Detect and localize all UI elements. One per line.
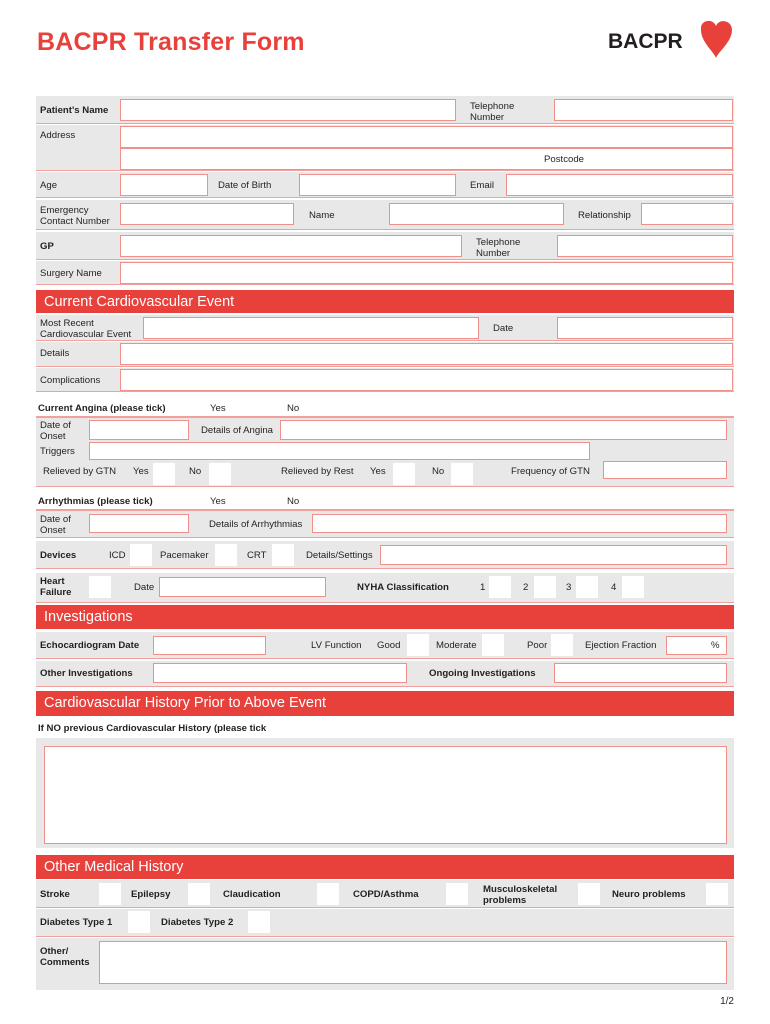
ejection-fraction-label: Ejection Fraction bbox=[585, 640, 657, 651]
neuro-checkbox[interactable] bbox=[706, 883, 728, 905]
details-settings-label: Details/Settings bbox=[306, 550, 373, 561]
email-input[interactable] bbox=[506, 174, 733, 196]
angina-details-input[interactable] bbox=[280, 420, 727, 440]
rest-no-checkbox[interactable] bbox=[451, 463, 473, 485]
hf-date-input[interactable] bbox=[159, 577, 326, 597]
logo-text: BACPR bbox=[608, 30, 683, 53]
heart-icon bbox=[701, 21, 732, 58]
diabetes-type2-checkbox[interactable] bbox=[248, 911, 270, 933]
angina-yes-label: Yes bbox=[210, 403, 226, 414]
heart-failure-checkbox[interactable] bbox=[89, 576, 111, 598]
event-date-input[interactable] bbox=[557, 317, 733, 339]
diabetes-type2-label: Diabetes Type 2 bbox=[161, 917, 234, 928]
percent-symbol: % bbox=[711, 640, 720, 651]
page-number: 1/2 bbox=[720, 996, 734, 1007]
lv-moderate-checkbox[interactable] bbox=[482, 634, 504, 656]
neuro-label: Neuro problems bbox=[612, 889, 686, 900]
gp-label: GP bbox=[40, 241, 54, 252]
surgery-input[interactable] bbox=[120, 262, 733, 284]
form-title: BACPR Transfer Form bbox=[37, 28, 305, 56]
claudication-label: Claudication bbox=[223, 889, 281, 900]
arrhythmias-yes-label: Yes bbox=[210, 496, 226, 507]
contact-name-label: Name bbox=[309, 210, 335, 221]
event-date-label: Date bbox=[493, 323, 514, 334]
angina-details-label: Details of Angina bbox=[201, 425, 273, 436]
emergency-label: Emergency Contact Number bbox=[40, 205, 110, 227]
lv-good-checkbox[interactable] bbox=[407, 634, 429, 656]
ongoing-investigations-input[interactable] bbox=[554, 663, 727, 683]
nyha-2-label: 2 bbox=[523, 582, 529, 593]
crt-label: CRT bbox=[247, 550, 267, 561]
echo-date-input[interactable] bbox=[153, 636, 266, 655]
dob-input[interactable] bbox=[299, 174, 456, 196]
address-label: Address bbox=[40, 130, 76, 141]
surgery-label: Surgery Name bbox=[40, 268, 102, 279]
nyha-3-label: 3 bbox=[566, 582, 572, 593]
nyha-3-checkbox[interactable] bbox=[576, 576, 598, 598]
relieved-gtn-label: Relieved by GTN bbox=[43, 466, 117, 477]
icd-label: ICD bbox=[109, 550, 126, 561]
stroke-label: Stroke bbox=[40, 889, 70, 900]
copd-checkbox[interactable] bbox=[446, 883, 468, 905]
rest-no-label: No bbox=[432, 466, 445, 477]
diabetes-type1-label: Diabetes Type 1 bbox=[40, 917, 113, 928]
musculoskeletal-label: Musculoskeletal problems bbox=[483, 884, 558, 906]
rest-yes-checkbox[interactable] bbox=[393, 463, 415, 485]
gp-telephone-label: Telephone Number bbox=[476, 237, 521, 259]
contact-name-input[interactable] bbox=[389, 203, 564, 225]
echo-label: Echocardiogram Date bbox=[40, 640, 140, 651]
history-header: Cardiovascular History Prior to Above Event bbox=[36, 691, 734, 716]
address-input-line2[interactable] bbox=[120, 148, 733, 170]
nyha-label: NYHA Classification bbox=[357, 582, 449, 593]
telephone-input[interactable] bbox=[554, 99, 733, 121]
crt-checkbox[interactable] bbox=[272, 544, 294, 566]
gp-input[interactable] bbox=[120, 235, 462, 257]
no-previous-history-label: If NO previous Cardiovascular History (please tick bbox=[38, 723, 267, 734]
bacpr-logo bbox=[606, 18, 734, 64]
lv-poor-checkbox[interactable] bbox=[551, 634, 573, 656]
icd-checkbox[interactable] bbox=[130, 544, 152, 566]
details-input[interactable] bbox=[120, 343, 733, 365]
arrhythmia-details-label: Details of Arrhythmias bbox=[209, 519, 303, 530]
relationship-label: Relationship bbox=[578, 210, 631, 221]
pacemaker-label: Pacemaker bbox=[160, 550, 209, 561]
gp-telephone-input[interactable] bbox=[557, 235, 733, 257]
postcode-label: Postcode bbox=[544, 154, 585, 165]
lv-moderate-label: Moderate bbox=[436, 640, 477, 651]
copd-label: COPD/Asthma bbox=[353, 889, 419, 900]
angina-onset-input[interactable] bbox=[89, 420, 189, 440]
complications-input[interactable] bbox=[120, 369, 733, 391]
arrhythmia-details-input[interactable] bbox=[312, 514, 727, 533]
other-investigations-label: Other Investigations bbox=[40, 668, 133, 679]
ongoing-investigations-label: Ongoing Investigations bbox=[429, 668, 536, 679]
musculoskeletal-checkbox[interactable] bbox=[578, 883, 600, 905]
comments-label: Other/ Comments bbox=[40, 946, 90, 968]
frequency-gtn-label: Frequency of GTN bbox=[511, 466, 590, 477]
nyha-2-checkbox[interactable] bbox=[534, 576, 556, 598]
age-input[interactable] bbox=[120, 174, 208, 196]
epilepsy-label: Epilepsy bbox=[131, 889, 171, 900]
nyha-4-checkbox[interactable] bbox=[622, 576, 644, 598]
complications-label: Complications bbox=[40, 375, 101, 386]
age-label: Age bbox=[40, 180, 58, 191]
relieved-rest-label: Relieved by Rest bbox=[281, 466, 354, 477]
nyha-1-checkbox[interactable] bbox=[489, 576, 511, 598]
arrhythmia-onset-label: Date of Onset bbox=[40, 514, 71, 536]
nyha-1-label: 1 bbox=[480, 582, 486, 593]
relationship-input[interactable] bbox=[641, 203, 733, 225]
history-textarea[interactable] bbox=[44, 746, 727, 844]
heart-failure-label: Heart Failure bbox=[40, 576, 72, 598]
arrhythmias-label: Arrhythmias (please tick) bbox=[38, 496, 153, 507]
patient-name-input[interactable] bbox=[120, 99, 456, 121]
most-recent-input[interactable] bbox=[143, 317, 479, 339]
lv-function-label: LV Function bbox=[311, 640, 362, 651]
stroke-checkbox[interactable] bbox=[99, 883, 121, 905]
lv-good-label: Good bbox=[377, 640, 401, 651]
pacemaker-checkbox[interactable] bbox=[215, 544, 237, 566]
most-recent-label: Most Recent Cardiovascular Event bbox=[40, 318, 132, 340]
angina-onset-label: Date of Onset bbox=[40, 420, 71, 442]
emergency-input[interactable] bbox=[120, 203, 294, 225]
arrhythmias-no-label: No bbox=[287, 496, 300, 507]
nyha-4-label: 4 bbox=[611, 582, 617, 593]
telephone-label: Telephone Number bbox=[470, 101, 515, 123]
rest-yes-label: Yes bbox=[370, 466, 386, 477]
dob-label: Date of Birth bbox=[218, 180, 272, 191]
details-label: Details bbox=[40, 348, 70, 359]
claudication-checkbox[interactable] bbox=[317, 883, 339, 905]
comments-input[interactable] bbox=[99, 941, 727, 984]
epilepsy-checkbox[interactable] bbox=[188, 883, 210, 905]
details-settings-input[interactable] bbox=[380, 545, 727, 565]
current-event-header: Current Cardiovascular Event bbox=[36, 290, 734, 313]
investigations-header: Investigations bbox=[36, 605, 734, 629]
email-label: Email bbox=[470, 180, 494, 191]
gtn-yes-checkbox[interactable] bbox=[153, 463, 175, 485]
frequency-gtn-input[interactable] bbox=[603, 461, 727, 479]
gtn-yes-label: Yes bbox=[133, 466, 149, 477]
hf-date-label: Date bbox=[134, 582, 155, 593]
other-medical-header: Other Medical History bbox=[36, 855, 734, 879]
gtn-no-label: No bbox=[189, 466, 202, 477]
triggers-input[interactable] bbox=[89, 442, 590, 460]
triggers-label: Triggers bbox=[40, 446, 75, 457]
angina-no-label: No bbox=[287, 403, 300, 414]
lv-poor-label: Poor bbox=[527, 640, 548, 651]
diabetes-type1-checkbox[interactable] bbox=[128, 911, 150, 933]
other-investigations-input[interactable] bbox=[153, 663, 407, 683]
patient-name-label: Patient's Name bbox=[40, 105, 109, 116]
angina-label: Current Angina (please tick) bbox=[38, 403, 166, 414]
devices-label: Devices bbox=[40, 550, 77, 561]
arrhythmia-onset-input[interactable] bbox=[89, 514, 189, 533]
address-input-line1[interactable] bbox=[120, 126, 733, 148]
gtn-no-checkbox[interactable] bbox=[209, 463, 231, 485]
